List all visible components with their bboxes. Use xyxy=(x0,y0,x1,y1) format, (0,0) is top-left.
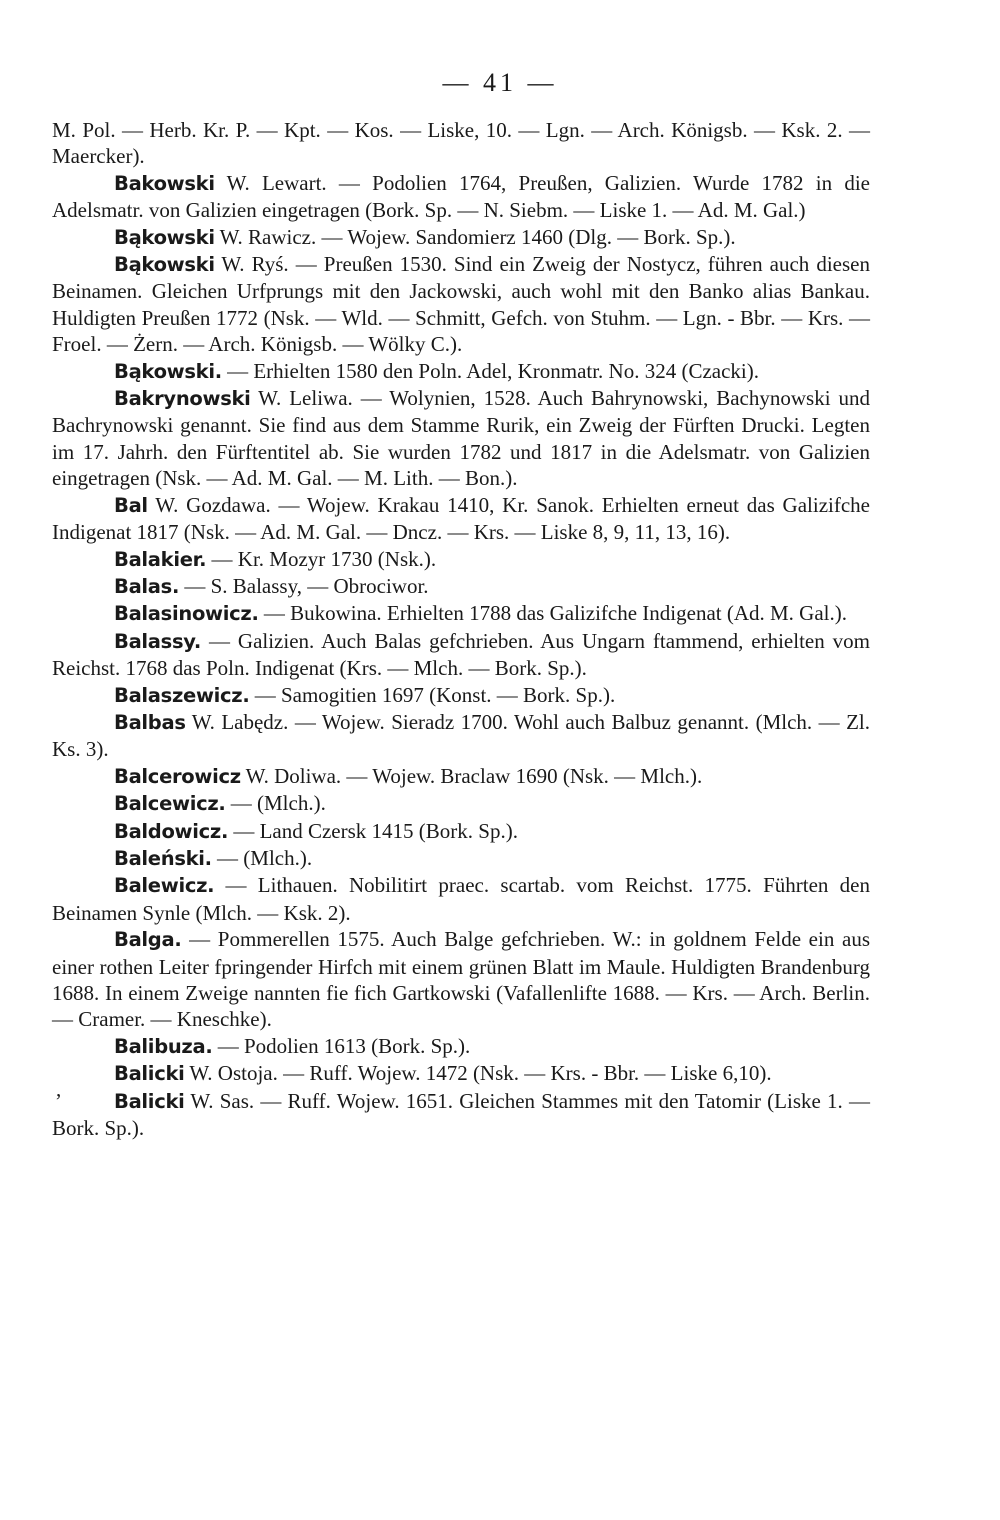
entry-text: W. Doliwa. — Wojew. Braclaw 1690 (Nsk. — Mlch.). xyxy=(240,763,703,788)
entry xyxy=(52,1033,870,1060)
entry-heading: Balga. xyxy=(114,928,182,952)
entry-heading: Balbas xyxy=(114,710,186,734)
entry xyxy=(52,170,870,224)
entry-text: W. Lewart. — Podolien 1764, Preußen, Galizien. Wurde 1782 in die Adelsmatr. von Galizien eingetragen (Bork. Sp. — N. Siebm. — Liske 1. — Ad. M. Gal.) xyxy=(52,170,870,223)
entry-heading: Balakier. xyxy=(114,547,207,571)
entry-text: — (Mlch.). xyxy=(225,791,326,816)
entry-heading: Balicki xyxy=(114,1062,185,1086)
entry xyxy=(52,546,870,573)
entry-text: W. Ostoja. — Ruff. Wojew. 1472 (Nsk. — Krs. - Bbr. — Liske 6,10). xyxy=(184,1061,772,1086)
entry xyxy=(52,492,870,546)
entry xyxy=(52,385,870,492)
entry-text: — Bukowina. Erhielten 1788 das Galizifche Indigenat (Ad. M. Gal.). xyxy=(258,601,847,626)
entry-heading: Balaszewicz. xyxy=(114,683,250,707)
entry-heading: Bakowski xyxy=(114,171,215,195)
entry-text: W. Leliwa. — Wolynien, 1528. Auch Bahrynowski, Bachynowski und Bachrynowski genannt. Sie find aus dem Stamme Rurik, ein Zweig der Fürften Drucki. Legten im 17. Jahrh. den Fürftentitel ab. Sie wurden 1782 und 1817 in die Adelsmatr. von Galizien eingetragen (Nsk. — Ad. M. Gal. — M. Lith. — Bon.). xyxy=(52,386,870,491)
entry-text: W. Ryś. — Preußen 1530. Sind ein Zweig der Nostycz, führen auch diesen Beinamen. Gleichen Urfprungs mit den Jackowski, auch wohl mit den Banko alias Bankau. Huldigten Preußen 1772 (Nsk. — Wld. — Schmitt, Gefch. von Stuhm. — Lgn. - Bbr. — Krs. — Froel. — Żern. — Arch. Königsb. — Wölky C.). xyxy=(52,252,870,357)
entry xyxy=(52,1060,870,1087)
entry-text: W. Sas. — Ruff. Wojew. 1651. Gleichen Stammes mit den Tatomir (Liske 1. — Bork. Sp.). xyxy=(52,1088,870,1141)
entry xyxy=(52,682,870,709)
entry-text: — Galizien. Auch Balas gefchrieben. Aus Ungarn ftammend, erhielten vom Reichst. 1768 das Poln. Indigenat (Krs. — Mlch. — Bork. Sp.). xyxy=(52,628,870,681)
entry-text: W. Labędz. — Wojew. Sieradz 1700. Wohl auch Balbuz genannt. (Mlch. — Zl. Ks. 3). xyxy=(52,709,870,762)
page-number: — 41 — xyxy=(442,68,558,97)
entry-text: — Lithauen. Nobilitirt praec. scartab. vom Reichst. 1775. Führten den Beinamen Synle (Mlch. — Ksk. 2). xyxy=(52,873,870,925)
entry-heading: Bal xyxy=(114,493,148,517)
entry-heading: Bąkowski xyxy=(114,225,215,249)
entry xyxy=(52,573,870,600)
margin-mark: , xyxy=(56,1077,62,1101)
entry xyxy=(52,872,870,926)
entry-list xyxy=(52,117,870,1141)
entry xyxy=(52,763,870,790)
entry-heading: Balcerowicz xyxy=(114,764,241,788)
entry-text: W. Rawicz. — Wojew. Sandomierz 1460 (Dlg. — Bork. Sp.). xyxy=(214,224,736,249)
entry-heading: Baldowicz. xyxy=(114,819,229,843)
entry xyxy=(52,628,870,682)
entry xyxy=(52,251,870,358)
entry-text: — Land Czersk 1415 (Bork. Sp.). xyxy=(228,818,518,843)
entry-heading: Balibuza. xyxy=(114,1034,213,1058)
entry xyxy=(52,818,870,845)
entry-text: — S. Balassy, — Obrociwor. xyxy=(179,573,429,598)
entry-heading: Balassy. xyxy=(114,629,202,653)
entry-text: — Pommerellen 1575. Auch Balge gefchrieben. W.: in goldnem Felde ein aus einer rothen Leiter fpringender Hirfch mit einem grünen Blatt im Maule. Huldigten Brandenburg 1688. In einem Zweige nannten fie fich Gartkowski (Vafallenlifte 1688. — Krs. — Arch. Berlin. — Cramer. — Kneschke). xyxy=(52,927,870,1032)
entry-heading: Bąkowski xyxy=(114,253,215,277)
entry-continuation xyxy=(52,117,870,170)
entry-text: M. Pol. — Herb. Kr. P. — Kpt. — Kos. — Liske, 10. — Lgn. — Arch. Königsb. — Ksk. 2. — Maercker). xyxy=(52,118,870,169)
entry-heading: Bąkowski. xyxy=(114,359,222,383)
entry-text: W. Gozdawa. — Wojew. Krakau 1410, Kr. Sanok. Erhielten erneut das Galizifche Indigenat 1817 (Nsk. — Ad. M. Gal. — Dncz. — Krs. — Liske 8, 9, 11, 13, 16). xyxy=(52,492,870,545)
entry-heading: Baleński. xyxy=(114,846,212,870)
entry-heading: Balcewicz. xyxy=(114,792,226,816)
entry xyxy=(52,600,870,627)
entry-heading: Balicki xyxy=(114,1089,185,1113)
entry-text: — Samogitien 1697 (Konst. — Bork. Sp.). xyxy=(249,682,616,707)
entry-heading: Balasinowicz. xyxy=(114,602,259,626)
entry xyxy=(52,1088,870,1142)
entry xyxy=(52,224,870,251)
entry-text: — (Mlch.). xyxy=(211,845,313,870)
entry xyxy=(52,790,870,817)
entry-heading: Bakrynowski xyxy=(114,387,251,411)
entry-text: — Kr. Mozyr 1730 (Nsk.). xyxy=(206,546,437,571)
entry-text: — Erhielten 1580 den Poln. Adel, Kronmatr. No. 324 (Czacki). xyxy=(221,358,760,383)
entry-heading: Balewicz. xyxy=(114,874,215,898)
entry xyxy=(52,358,870,385)
entry xyxy=(52,845,870,872)
entry-heading: Balas. xyxy=(114,574,180,598)
entry-text: — Podolien 1613 (Bork. Sp.). xyxy=(212,1033,471,1058)
entry xyxy=(52,926,870,1033)
entry xyxy=(52,709,870,763)
